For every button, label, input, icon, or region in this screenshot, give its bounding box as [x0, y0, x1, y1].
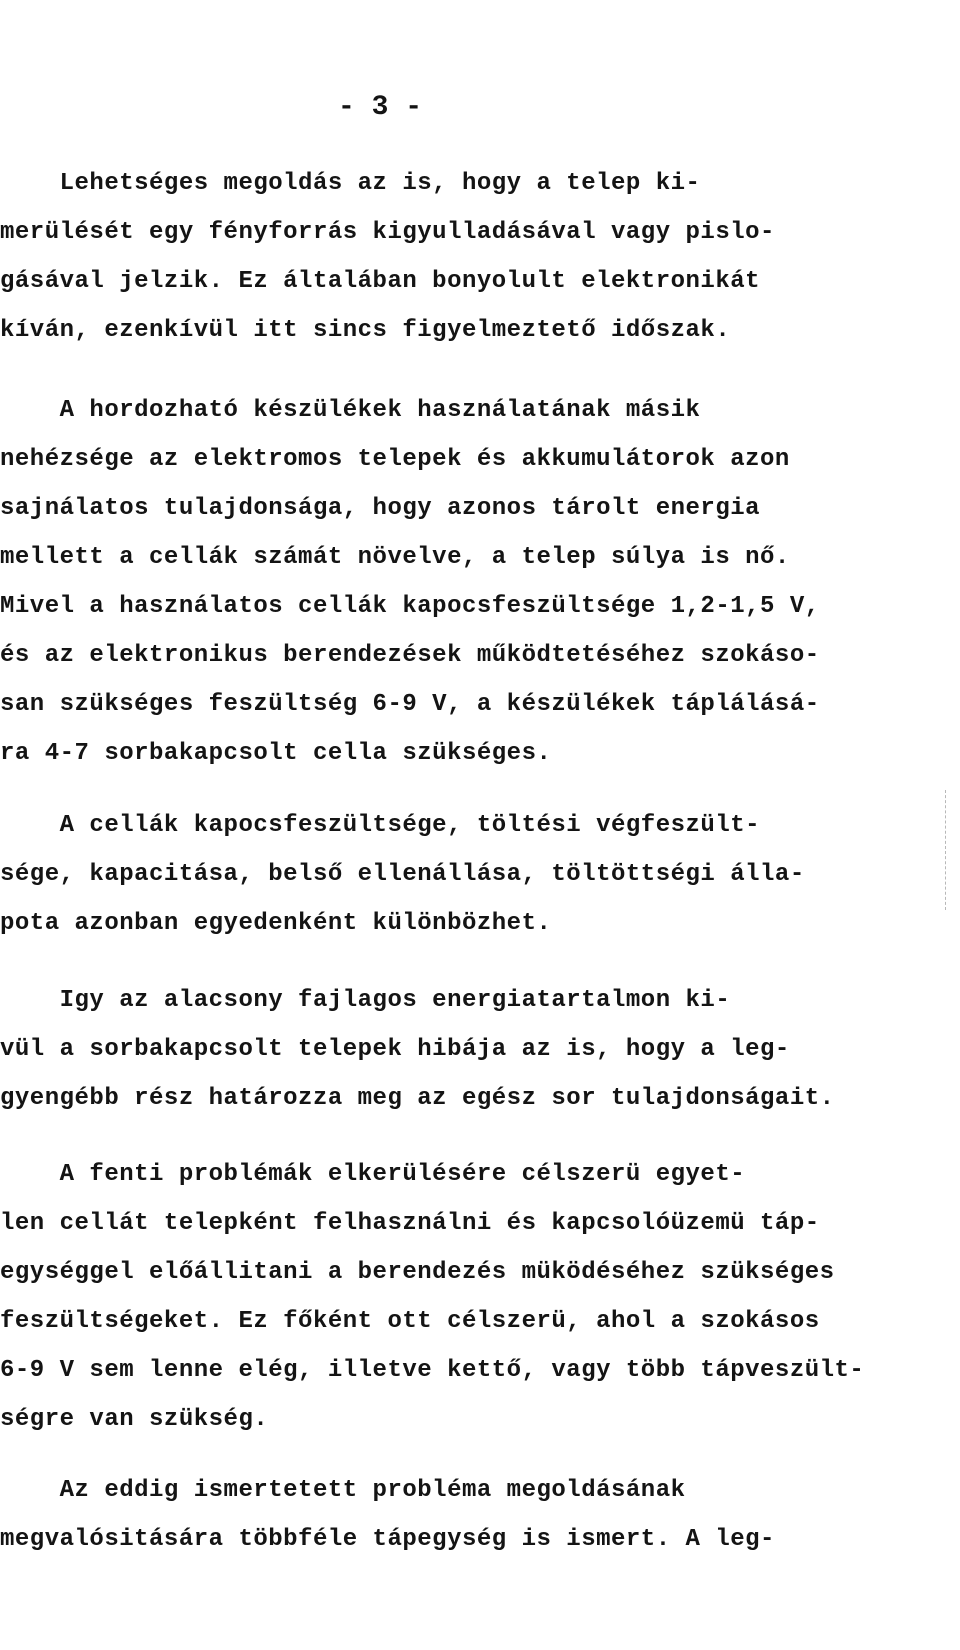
text-line: vül a sorbakapcsolt telepek hibája az is, hogy a leg- — [0, 1036, 790, 1063]
text-line: egységgel előállitani a berendezés müködéséhez szükséges — [0, 1259, 835, 1286]
text-line: gyengébb rész határozza meg az egész sor tulajdonságait. — [0, 1085, 835, 1112]
page-number: - 3 - — [337, 92, 422, 123]
text-line: sége, kapacitása, belső ellenállása, töltöttségi álla- — [0, 861, 805, 888]
text-line: A fenti problémák elkerülésére célszerü egyet- — [0, 1161, 746, 1188]
text-line: Mivel a használatos cellák kapocsfeszültsége 1,2-1,5 V, — [0, 593, 820, 620]
text-line: ra 4-7 sorbakapcsolt cella szükséges. — [0, 740, 552, 767]
text-line: Lehetséges megoldás az is, hogy a telep ki- — [0, 170, 701, 197]
text-line: sajnálatos tulajdonsága, hogy azonos tárolt energia — [0, 495, 761, 522]
text-line: pota azonban egyedenként különbözhet. — [0, 910, 552, 937]
text-line: len cellát telepként felhasználni és kapcsolóüzemü táp- — [0, 1210, 820, 1237]
scan-edge-marks — [943, 790, 946, 910]
text-line: gásával jelzik. Ez általában bonyolult elektronikát — [0, 268, 761, 295]
text-line: A cellák kapocsfeszültsége, töltési végfeszült- — [0, 812, 761, 839]
text-line: feszültségeket. Ez főként ott célszerü, ahol a szokásos — [0, 1308, 820, 1335]
text-line: A hordozható készülékek használatának másik — [0, 397, 701, 424]
text-line: Az eddig ismertetett probléma megoldásának — [0, 1477, 686, 1504]
text-line: 6-9 V sem lenne elég, illetve kettő, vagy több tápveszült- — [0, 1357, 865, 1384]
text-line: Igy az alacsony fajlagos energiatartalmon ki- — [0, 987, 731, 1014]
text-line: merülését egy fényforrás kigyulladásával vagy pislo- — [0, 219, 775, 246]
text-line: san szükséges feszültség 6-9 V, a készülékek táplálásá- — [0, 691, 820, 718]
text-line: és az elektronikus berendezések működtetéséhez szokáso- — [0, 642, 820, 669]
text-line: kíván, ezenkívül itt sincs figyelmeztető időszak. — [0, 317, 731, 344]
text-line: ségre van szükség. — [0, 1406, 269, 1433]
text-line: megvalósitására többféle tápegység is ismert. A leg- — [0, 1526, 775, 1553]
text-line: nehézsége az elektromos telepek és akkumulátorok azon — [0, 446, 790, 473]
text-line: mellett a cellák számát növelve, a telep súlya is nő. — [0, 544, 790, 571]
